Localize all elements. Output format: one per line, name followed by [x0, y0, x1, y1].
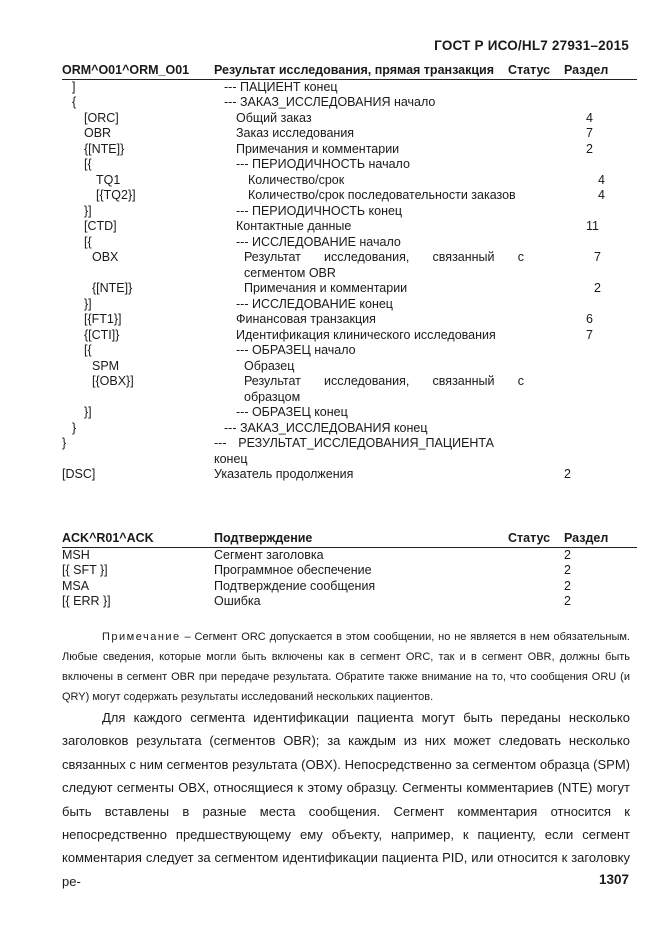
status-cell: [494, 579, 556, 595]
description-cell: --- ЗАКАЗ_ИССЛЕДОВАНИЯ начало: [224, 95, 436, 109]
description-cell: --- ОБРАЗЕЦ конец: [236, 405, 348, 419]
segment-cell: MSH: [62, 547, 90, 562]
table-header-row: [62, 531, 637, 548]
description-cell: Результат исследования, связанный с образцом: [244, 374, 524, 404]
status-cell: [524, 281, 586, 297]
description-cell: --- ОБРАЗЕЦ начало: [236, 343, 356, 357]
segment-cell: [DSC]: [62, 467, 96, 481]
description-cell: --- РЕЗУЛЬТАТ_ИССЛЕДОВАНИЯ_ПАЦИЕНТА конец: [214, 436, 494, 466]
segment-cell: [{FT1}]: [84, 312, 122, 326]
status-cell: [516, 219, 578, 235]
col-header-description: Результат исследования, прямая транзакция: [214, 63, 494, 77]
status-cell: [524, 359, 586, 375]
body-paragraph: Для каждого сегмента идентификации пациента могут быть переданы несколько заголовков результата (сегментов OBR); за каждым из них может следовать несколько связанных с ним сегментов результата (OBX). Непосредственно за сегментом образца (SPM) следуют сегменты OBX, относящиеся к этому образцу. Сегменты комментариев (NTE) могут быть вставлены в разные места сообщения. Сегмент комментария относится к непосредственно предшествующему ему объекту, например, к пациенту, если сегмент комментария следует за сегментом идентификации пациента PID, или относится к заголовку ре-: [62, 710, 630, 889]
status-cell: [516, 126, 578, 142]
status-cell: [494, 436, 556, 467]
description-cell: Подтверждение сообщения: [214, 578, 376, 593]
status-cell: [516, 157, 578, 173]
table-row: [62, 219, 637, 235]
section-cell: 6: [586, 312, 593, 326]
col-header-section: Раздел: [564, 531, 609, 545]
segment-cell: [CTD]: [84, 219, 117, 233]
description-cell: --- ИССЛЕДОВАНИЕ начало: [236, 234, 401, 249]
table-header-row: [62, 63, 637, 80]
segment-cell: }]: [84, 405, 92, 419]
segment-cell: }]: [84, 296, 92, 311]
status-cell: [494, 467, 556, 483]
section-cell: [566, 80, 636, 96]
section-cell: [578, 204, 648, 220]
description-cell: Количество/срок: [248, 172, 345, 187]
section-cell: [586, 359, 656, 375]
section-cell: [578, 343, 648, 359]
status-cell: [528, 188, 590, 204]
status-cell: [494, 594, 556, 610]
table-row: [62, 126, 637, 142]
section-cell: 7: [594, 250, 601, 264]
table-row: [62, 281, 637, 297]
segment-cell: [{: [84, 343, 92, 357]
description-cell: --- ПЕРИОДИЧНОСТЬ конец: [236, 203, 403, 218]
table-row: [62, 579, 637, 595]
section-cell: 2: [564, 547, 571, 562]
table-row: [62, 328, 637, 344]
segment-cell: [{OBX}]: [92, 374, 134, 388]
description-cell: Указатель продолжения: [214, 467, 354, 481]
note-block: [62, 627, 630, 707]
section-cell: [586, 374, 656, 405]
segment-cell: }: [72, 420, 77, 435]
section-cell: [566, 421, 636, 437]
table-row: [62, 436, 637, 467]
table-row: [62, 235, 637, 251]
segment-cell: TQ1: [96, 172, 121, 187]
section-cell: 4: [598, 172, 605, 187]
note-text: – Сегмент ORC допускается в этом сообщении, но не является в нем обязательным. Любые сведения, которые могли быть включены как в сегмент ORC, так и в сегмент OBR, должны быть включены в сегмент OBR при передаче результата. Обратите также внимание на то, что сообщения ORU (и QRY) могут содержать результаты исследований нескольких пациентов.: [62, 631, 630, 703]
table-row: [62, 142, 637, 158]
section-cell: 4: [586, 110, 593, 125]
status-cell: [516, 343, 578, 359]
table-row: [62, 188, 637, 204]
document-header: ГОСТ Р ИСО/HL7 27931–2015: [434, 38, 629, 53]
table-row: [62, 173, 637, 189]
table-row: [62, 594, 637, 610]
status-cell: [504, 421, 566, 437]
description-cell: Количество/срок последовательности заказов: [248, 188, 516, 202]
description-cell: Контактные данные: [236, 219, 352, 233]
description-cell: Идентификация клинического исследования: [236, 327, 496, 342]
segment-cell: OBX: [92, 250, 119, 264]
section-cell: [566, 95, 636, 111]
table-row: [62, 467, 637, 483]
table-row: [62, 297, 637, 313]
description-cell: Результат исследования, связанный с сегментом OBR: [244, 250, 524, 280]
table-row: [62, 343, 637, 359]
segment-cell: OBR: [84, 126, 112, 140]
status-cell: [524, 250, 586, 281]
description-cell: --- ИССЛЕДОВАНИЕ конец: [236, 296, 393, 311]
section-cell: 2: [564, 578, 571, 593]
status-cell: [516, 111, 578, 127]
col-header-section: Раздел: [564, 63, 609, 77]
section-cell: [578, 235, 648, 251]
message-structure-table-ack: [62, 531, 637, 610]
table-row: [62, 405, 637, 421]
table-row: [62, 421, 637, 437]
col-header-status: Статус: [508, 63, 551, 77]
description-cell: Сегмент заголовка: [214, 547, 324, 562]
description-cell: Программное обеспечение: [214, 563, 372, 577]
table-row: [62, 250, 637, 281]
note-label: Примечание: [102, 631, 181, 643]
segment-cell: MSA: [62, 578, 90, 593]
status-cell: [516, 235, 578, 251]
description-cell: Финансовая транзакция: [236, 312, 376, 326]
description-cell: Общий заказ: [236, 110, 312, 125]
section-cell: 2: [564, 594, 571, 608]
table-row: [62, 80, 637, 96]
segment-cell: }]: [84, 203, 92, 218]
table-row: [62, 157, 637, 173]
table-row: [62, 548, 637, 564]
segment-cell: [{ ERR }]: [62, 594, 111, 608]
description-cell: --- ЗАКАЗ_ИССЛЕДОВАНИЯ конец: [224, 420, 428, 435]
status-cell: [524, 374, 586, 405]
segment-cell: }: [62, 436, 67, 450]
section-cell: [556, 436, 626, 467]
description-cell: Примечания и комментарии: [236, 141, 400, 156]
segment-cell: {[NTE]}: [92, 281, 133, 295]
table-row: [62, 204, 637, 220]
message-structure-table-orm: [62, 63, 637, 483]
status-cell: [516, 204, 578, 220]
segment-cell: SPM: [92, 358, 120, 373]
status-cell: [528, 173, 590, 189]
table-row: [62, 563, 637, 579]
segment-cell: [{: [84, 234, 92, 249]
status-cell: [494, 563, 556, 579]
table-row: [62, 111, 637, 127]
description-cell: --- ПЕРИОДИЧНОСТЬ начало: [236, 157, 410, 171]
segment-cell: [{: [84, 157, 92, 171]
section-cell: 11: [586, 219, 599, 233]
section-cell: 2: [586, 141, 593, 156]
description-cell: Заказ исследования: [236, 126, 355, 140]
description-cell: Образец: [244, 358, 295, 373]
section-cell: 2: [564, 467, 571, 481]
status-cell: [516, 297, 578, 313]
body-text: [62, 706, 630, 893]
segment-cell: {[NTE]}: [84, 141, 125, 156]
status-cell: [494, 548, 556, 564]
status-cell: [504, 95, 566, 111]
col-header-status: Статус: [508, 531, 551, 545]
section-cell: [578, 297, 648, 313]
description-cell: --- ПАЦИЕНТ конец: [224, 79, 338, 94]
segment-cell: ]: [72, 79, 76, 94]
col-header-description: Подтверждение: [214, 531, 313, 545]
section-cell: 2: [564, 563, 571, 577]
segment-cell: [{TQ2}]: [96, 188, 136, 202]
table-row: [62, 359, 637, 375]
table-row: [62, 95, 637, 111]
segment-cell: [ORC]: [84, 110, 119, 125]
page-number: 1307: [598, 872, 629, 887]
segment-cell: {: [72, 95, 77, 109]
section-cell: [578, 157, 648, 173]
status-cell: [516, 142, 578, 158]
status-cell: [516, 328, 578, 344]
segment-cell: {[CTI]}: [84, 327, 120, 342]
section-cell: [578, 405, 648, 421]
segment-cell: [{ SFT }]: [62, 563, 108, 577]
section-cell: 4: [598, 188, 605, 202]
section-cell: 7: [586, 327, 593, 342]
description-cell: Ошибка: [214, 594, 261, 608]
status-cell: [516, 312, 578, 328]
section-cell: 2: [594, 281, 601, 295]
col-header-message: ORM^O01^ORM_O01: [62, 63, 190, 77]
col-header-message: ACK^R01^ACK: [62, 531, 154, 545]
table-row: [62, 312, 637, 328]
status-cell: [504, 80, 566, 96]
table-row: [62, 374, 637, 405]
section-cell: 7: [586, 126, 593, 140]
status-cell: [516, 405, 578, 421]
description-cell: Примечания и комментарии: [244, 281, 408, 295]
